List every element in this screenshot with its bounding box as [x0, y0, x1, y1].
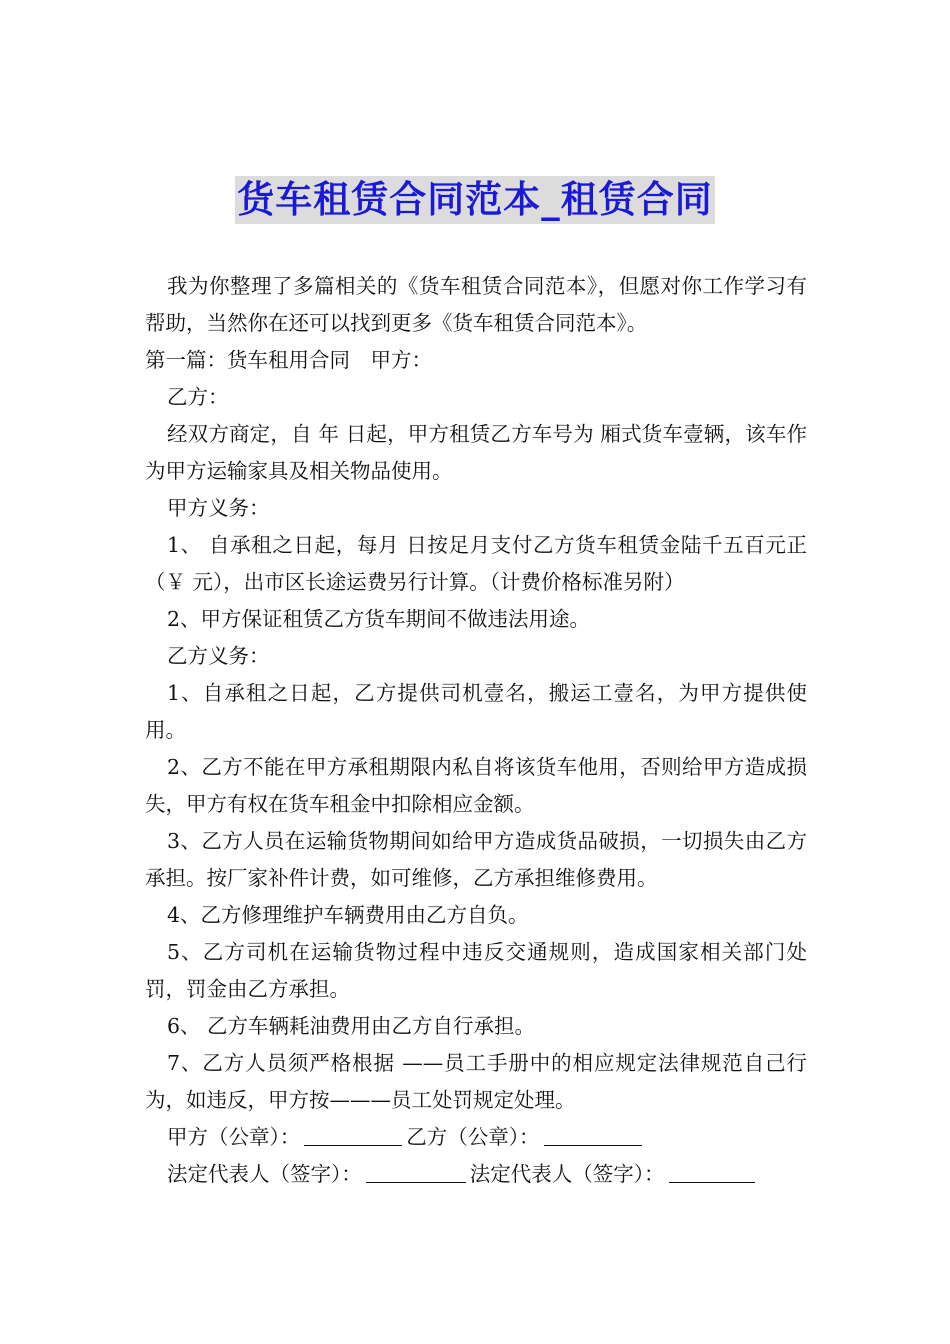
document-title: 货车租赁合同范本_租赁合同 [235, 176, 715, 224]
party-b-duty-5: 5、乙方司机在运输货物过程中违反交通规则，造成国家相关部门处罚，罚金由乙方承担。 [145, 940, 807, 1001]
party-b-duty-6: 6、 乙方车辆耗油费用由乙方自行承担。 [167, 1014, 536, 1038]
party-a-duties-heading: 甲方义务： [167, 496, 270, 520]
agreement-paragraph: 经双方商定，自 年 日起，甲方租赁乙方车号为 厢式货车壹辆，该车作为甲方运输家具及相关物品使用。 [145, 422, 807, 483]
party-a-rep-label: 法定代表人（签字）： [167, 1162, 362, 1186]
party-a-rep-blank [366, 1160, 466, 1183]
party-a-seal-blank [304, 1123, 402, 1146]
party-b-duty-7: 7、乙方人员须严格根据 ——员工手册中的相应规定法律规范自己行为，如违反，甲方按———员工处罚规定处理。 [145, 1051, 807, 1112]
party-b-duty-1: 1、自承租之日起，乙方提供司机壹名，搬运工壹名，为甲方提供使用。 [145, 681, 807, 742]
title-container [0, 176, 950, 224]
party-b-duty-2: 2、乙方不能在甲方承租期限内私自将该货车他用，否则给甲方造成损失，甲方有权在货车租金中扣除相应金额。 [145, 755, 807, 816]
party-b-seal-blank [544, 1123, 642, 1146]
party-a-duty-1: 1、 自承租之日起，每月 日按足月支付乙方货车租赁金陆千五百元正（￥ 元），出市区长途运费另行计算。（计费价格标准另附） [145, 533, 807, 594]
representative-signature-row [145, 1156, 807, 1193]
party-a-duty-2: 2、甲方保证租赁乙方货车期间不做违法用途。 [167, 607, 591, 631]
party-b-seal-label: 乙方（公章）： [406, 1125, 540, 1149]
seal-signature-row [145, 1119, 807, 1156]
party-b-rep-label: 法定代表人（签字）： [469, 1162, 665, 1186]
party-b-duties-heading: 乙方义务： [167, 644, 270, 668]
party-b-duty-4: 4、乙方修理维护车辆费用由乙方自负。 [167, 903, 529, 927]
party-b-label: 乙方： [167, 385, 229, 409]
party-a-seal-label: 甲方（公章）： [167, 1125, 301, 1149]
party-b-rep-blank [669, 1160, 755, 1183]
document-body [145, 268, 807, 1193]
chapter-heading: 第一篇：货车租用合同 甲方： [145, 348, 432, 372]
intro-paragraph: 我为你整理了多篇相关的《货车租赁合同范本》，但愿对你工作学习有帮助，当然你在还可以找到更多《货车租赁合同范本》。 [145, 274, 807, 335]
party-b-duty-3: 3、乙方人员在运输货物期间如给甲方造成货品破损，一切损失由乙方承担。按厂家补件计费，如可维修，乙方承担维修费用。 [145, 829, 807, 890]
